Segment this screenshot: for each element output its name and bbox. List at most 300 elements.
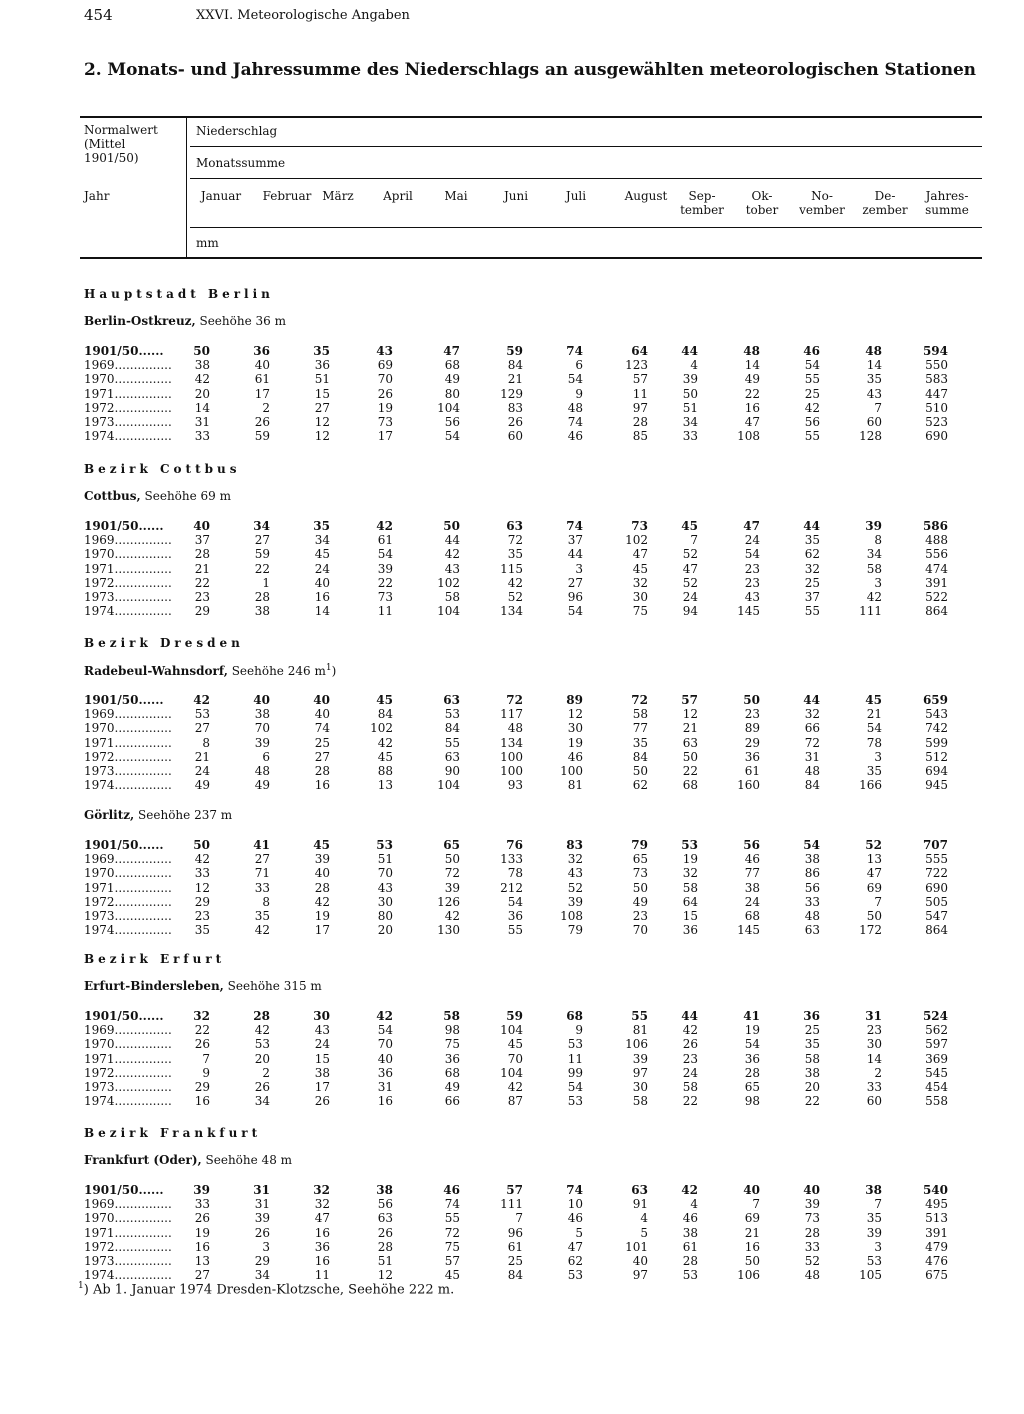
- month-value: 26: [254, 415, 270, 429]
- month-value: 108: [560, 909, 583, 923]
- month-value: 15: [682, 909, 698, 923]
- month-value: 25: [804, 575, 820, 590]
- row-year: 1969...............: [84, 533, 172, 548]
- month-value: 7: [874, 400, 882, 415]
- region-heading: Bezirk Dresden: [84, 636, 244, 650]
- month-value: 20: [804, 1080, 820, 1094]
- month-value: 94: [682, 604, 698, 619]
- table-row: [0, 1226, 1024, 1240]
- month-value: 30: [313, 1009, 330, 1023]
- month-value: 43: [866, 386, 882, 401]
- month-value: 42: [314, 894, 330, 909]
- month-value: 16: [194, 1239, 210, 1254]
- month-value: 19: [744, 1023, 760, 1038]
- month-value: 38: [682, 1225, 698, 1240]
- station-name: Erfurt-Bindersleben,: [84, 979, 224, 993]
- month-value: 8: [202, 735, 210, 750]
- month-value: 12: [314, 429, 330, 444]
- month-value: 42: [376, 519, 393, 533]
- month-value: 34: [682, 415, 698, 429]
- header-row-label-line: Normalwert: [84, 123, 158, 137]
- page-title: 2. Monats- und Jahressumme des Niederschlags an ausgewählten meteorologischen Stationen: [84, 60, 976, 80]
- region-heading: Bezirk Cottbus: [84, 462, 241, 476]
- table-header-bottom-rule: [80, 257, 982, 259]
- month-value: 29: [194, 604, 210, 619]
- month-value: 160: [737, 778, 760, 793]
- month-value: 56: [444, 415, 460, 429]
- month-value: 63: [506, 519, 523, 533]
- month-value: 16: [377, 1094, 393, 1109]
- station-heading: [84, 979, 322, 993]
- month-value: 98: [444, 1023, 460, 1038]
- month-value: 93: [507, 778, 523, 793]
- row-year: 1973...............: [84, 590, 172, 604]
- month-value: 65: [632, 852, 648, 867]
- annual-value: 447: [925, 386, 948, 401]
- month-value: 34: [866, 547, 882, 562]
- month-value: 34: [254, 1094, 270, 1109]
- annual-value: 474: [925, 561, 948, 576]
- month-value: 128: [859, 429, 882, 444]
- month-value: 51: [314, 372, 330, 387]
- month-value: 42: [377, 735, 393, 750]
- month-value: 72: [507, 533, 523, 548]
- header-line: zember: [862, 203, 908, 217]
- month-value: 25: [507, 1254, 523, 1268]
- month-value: 45: [377, 749, 393, 764]
- month-value: 123: [625, 358, 648, 373]
- station-info: Seehöhe 246 m: [227, 664, 326, 678]
- table-row: [0, 838, 1024, 852]
- month-value: 75: [632, 604, 648, 619]
- annual-value: 512: [925, 749, 948, 764]
- month-value: 56: [377, 1197, 393, 1212]
- month-value: 52: [682, 547, 698, 562]
- month-value: 13: [194, 1254, 210, 1268]
- month-value: 42: [444, 547, 460, 562]
- month-value: 102: [437, 575, 460, 590]
- month-value: 14: [314, 604, 330, 619]
- month-value: 38: [254, 707, 270, 722]
- station-name: Berlin-Ostkreuz,: [84, 314, 196, 328]
- month-value: 42: [681, 1183, 698, 1197]
- month-value: 26: [314, 1094, 330, 1109]
- row-year: 1971...............: [84, 1225, 172, 1240]
- month-value: 40: [632, 1254, 648, 1268]
- month-value: 15: [314, 386, 330, 401]
- month-header: [318, 189, 358, 203]
- month-value: 34: [254, 1268, 270, 1283]
- annual-value: 391: [925, 1225, 948, 1240]
- annual-value: 722: [925, 866, 948, 881]
- month-value: 39: [193, 1183, 210, 1197]
- month-value: 72: [631, 693, 648, 707]
- month-value: 53: [194, 707, 210, 722]
- month-value: 38: [194, 358, 210, 373]
- month-value: 36: [803, 1009, 820, 1023]
- month-value: 74: [566, 1183, 583, 1197]
- month-value: 32: [567, 852, 583, 867]
- month-value: 44: [803, 519, 820, 533]
- month-value: 70: [377, 372, 393, 387]
- page-number: 454: [84, 6, 113, 24]
- month-value: 59: [254, 547, 270, 562]
- month-value: 57: [506, 1183, 523, 1197]
- month-value: 40: [193, 519, 210, 533]
- month-value: 52: [567, 880, 583, 895]
- month-value: 54: [744, 1037, 760, 1052]
- month-value: 58: [443, 1009, 460, 1023]
- table-top-rule: [80, 116, 982, 118]
- table-row: [0, 1254, 1024, 1268]
- month-value: 54: [866, 721, 882, 736]
- row-year: 1970...............: [84, 1211, 172, 1226]
- month-value: 54: [377, 1023, 393, 1038]
- month-value: 22: [744, 386, 760, 401]
- month-value: 38: [314, 1065, 330, 1080]
- month-value: 4: [690, 358, 698, 373]
- month-value: 7: [690, 533, 698, 548]
- header-unit: mm: [196, 236, 219, 250]
- month-value: 27: [314, 749, 330, 764]
- month-value: 64: [631, 344, 648, 358]
- month-value: 47: [443, 344, 460, 358]
- month-value: 89: [566, 693, 583, 707]
- table-row: [0, 547, 1024, 561]
- month-value: 33: [194, 866, 210, 881]
- table-row: [0, 881, 1024, 895]
- month-value: 39: [632, 1051, 648, 1066]
- table-row: [0, 721, 1024, 735]
- footnote-ref: 1: [325, 663, 332, 673]
- header-line: De-: [874, 189, 896, 203]
- station-name: Görlitz,: [84, 808, 135, 822]
- month-value: 108: [737, 429, 760, 444]
- table-row: [0, 1009, 1024, 1023]
- month-value: 47: [567, 1239, 583, 1254]
- month-value: 49: [194, 778, 210, 793]
- month-value: 3: [874, 749, 882, 764]
- month-value: 24: [744, 533, 760, 548]
- month-value: 20: [254, 1051, 270, 1066]
- row-year: 1971...............: [84, 561, 172, 576]
- month-value: 42: [254, 1023, 270, 1038]
- table-row: [0, 764, 1024, 778]
- station-heading: [84, 663, 336, 678]
- month-header: [856, 189, 914, 217]
- month-value: 78: [866, 735, 882, 750]
- month-value: 72: [506, 693, 523, 707]
- month-value: 26: [682, 1037, 698, 1052]
- month-value: 73: [804, 1211, 820, 1226]
- month-value: 48: [507, 721, 523, 736]
- month-value: 166: [859, 778, 882, 793]
- month-value: 83: [566, 838, 583, 852]
- annual-value: 659: [922, 693, 948, 707]
- month-value: 70: [507, 1051, 523, 1066]
- month-value: 90: [444, 764, 460, 778]
- month-value: 37: [567, 533, 583, 548]
- row-year: 1901/50......: [84, 1009, 164, 1023]
- month-value: 19: [314, 909, 330, 923]
- month-value: 33: [866, 1080, 882, 1094]
- month-value: 74: [314, 721, 330, 736]
- month-value: 77: [744, 866, 760, 881]
- month-value: 84: [507, 1268, 523, 1283]
- month-value: 53: [682, 1268, 698, 1283]
- month-value: 35: [313, 344, 330, 358]
- table-row: [0, 693, 1024, 707]
- month-value: 23: [744, 575, 760, 590]
- month-value: 7: [515, 1211, 523, 1226]
- month-value: 75: [444, 1239, 460, 1254]
- header-rule-monatssumme: [190, 178, 982, 179]
- month-value: 45: [865, 693, 882, 707]
- month-value: 36: [507, 909, 523, 923]
- table-row: [0, 576, 1024, 590]
- month-value: 36: [253, 344, 270, 358]
- month-value: 29: [254, 1254, 270, 1268]
- month-value: 31: [804, 749, 820, 764]
- month-value: 7: [874, 894, 882, 909]
- month-value: 62: [632, 778, 648, 793]
- month-value: 13: [377, 778, 393, 793]
- row-year: 1972...............: [84, 400, 172, 415]
- month-value: 13: [866, 852, 882, 867]
- month-value: 97: [632, 400, 648, 415]
- row-year: 1969...............: [84, 707, 172, 722]
- month-value: 39: [377, 561, 393, 576]
- month-value: 21: [194, 749, 210, 764]
- month-value: 9: [575, 386, 583, 401]
- table-row: [0, 344, 1024, 358]
- month-value: 40: [743, 1183, 760, 1197]
- month-value: 40: [314, 866, 330, 881]
- month-header: [256, 189, 318, 203]
- annual-header: [914, 189, 980, 217]
- month-value: 8: [874, 533, 882, 548]
- month-value: 99: [567, 1065, 583, 1080]
- header-rule-niederschlag: [190, 146, 982, 147]
- month-header: [676, 189, 728, 217]
- month-value: 96: [507, 1225, 523, 1240]
- station-info: Seehöhe 237 m: [134, 808, 233, 822]
- month-value: 36: [444, 1051, 460, 1066]
- month-value: 22: [682, 764, 698, 778]
- month-value: 86: [804, 866, 820, 881]
- month-value: 48: [743, 344, 760, 358]
- month-value: 43: [314, 1023, 330, 1038]
- month-value: 29: [194, 1080, 210, 1094]
- row-year: 1970...............: [84, 1037, 172, 1052]
- month-value: 26: [194, 1211, 210, 1226]
- month-value: 25: [804, 1023, 820, 1038]
- annual-value: 476: [925, 1254, 948, 1268]
- month-value: 96: [567, 590, 583, 604]
- month-value: 63: [377, 1211, 393, 1226]
- month-value: 47: [314, 1211, 330, 1226]
- row-year: 1971...............: [84, 735, 172, 750]
- month-value: 22: [682, 1094, 698, 1109]
- month-value: 28: [314, 880, 330, 895]
- month-value: 50: [744, 1254, 760, 1268]
- month-header: [558, 189, 594, 203]
- annual-value: 556: [925, 547, 948, 562]
- month-header: [378, 189, 418, 203]
- month-value: 50: [682, 749, 698, 764]
- month-value: 71: [254, 866, 270, 881]
- month-value: 54: [804, 358, 820, 373]
- month-value: 33: [804, 894, 820, 909]
- month-value: 36: [314, 358, 330, 373]
- month-value: 62: [567, 1254, 583, 1268]
- month-value: 14: [866, 1051, 882, 1066]
- table-row: [0, 778, 1024, 792]
- month-value: 115: [500, 561, 523, 576]
- month-value: 36: [744, 1051, 760, 1066]
- month-value: 54: [744, 547, 760, 562]
- month-value: 55: [444, 1211, 460, 1226]
- month-value: 17: [314, 1080, 330, 1094]
- month-value: 31: [377, 1080, 393, 1094]
- row-year: 1972...............: [84, 1239, 172, 1254]
- month-value: 4: [640, 1211, 648, 1226]
- month-value: 22: [377, 575, 393, 590]
- month-value: 53: [254, 1037, 270, 1052]
- month-value: 25: [314, 735, 330, 750]
- station-heading: [84, 1153, 292, 1167]
- month-value: 32: [682, 866, 698, 881]
- month-value: 30: [567, 721, 583, 736]
- month-value: 27: [254, 852, 270, 867]
- month-value: 46: [803, 344, 820, 358]
- table-row: [0, 1066, 1024, 1080]
- month-value: 45: [313, 838, 330, 852]
- month-value: 39: [444, 880, 460, 895]
- month-value: 23: [744, 707, 760, 722]
- station-info: Seehöhe 48 m: [201, 1153, 293, 1167]
- month-value: 35: [507, 547, 523, 562]
- row-year: 1901/50......: [84, 1183, 164, 1197]
- month-value: 104: [437, 400, 460, 415]
- month-value: 69: [744, 1211, 760, 1226]
- station-info: Seehöhe 36 m: [195, 314, 286, 328]
- month-value: 74: [567, 415, 583, 429]
- footnote: [78, 1281, 454, 1297]
- station-heading: [84, 314, 286, 328]
- month-value: 20: [194, 386, 210, 401]
- month-value: 32: [632, 575, 648, 590]
- month-value: 97: [632, 1065, 648, 1080]
- month-value: 32: [313, 1183, 330, 1197]
- month-value: 52: [682, 575, 698, 590]
- month-header: [618, 189, 674, 203]
- header-column-divider: [186, 117, 187, 257]
- month-value: 97: [632, 1268, 648, 1283]
- month-value: 26: [377, 1225, 393, 1240]
- month-value: 23: [632, 909, 648, 923]
- table-row: [0, 923, 1024, 937]
- month-value: 61: [254, 372, 270, 387]
- month-value: 35: [866, 1211, 882, 1226]
- annual-value: 555: [925, 852, 948, 867]
- header-line: August: [624, 189, 668, 203]
- month-value: 54: [444, 429, 460, 444]
- month-header: [438, 189, 474, 203]
- month-value: 29: [194, 894, 210, 909]
- month-value: 85: [632, 429, 648, 444]
- annual-value: 742: [925, 721, 948, 736]
- month-value: 9: [575, 1023, 583, 1038]
- month-value: 21: [507, 372, 523, 387]
- month-value: 17: [377, 429, 393, 444]
- month-value: 37: [194, 533, 210, 548]
- month-value: 39: [865, 519, 882, 533]
- month-value: 28: [377, 1239, 393, 1254]
- month-value: 28: [194, 547, 210, 562]
- row-year: 1972...............: [84, 894, 172, 909]
- annual-value: 594: [922, 344, 948, 358]
- month-value: 72: [444, 866, 460, 881]
- month-value: 23: [682, 1051, 698, 1066]
- month-value: 34: [314, 533, 330, 548]
- row-year: 1901/50......: [84, 344, 164, 358]
- row-year: 1970...............: [84, 866, 172, 881]
- month-value: 50: [682, 386, 698, 401]
- station-info: Seehöhe 69 m: [140, 489, 232, 503]
- month-value: 44: [803, 693, 820, 707]
- month-value: 14: [866, 358, 882, 373]
- month-value: 48: [865, 344, 882, 358]
- header-line: März: [322, 189, 354, 203]
- row-year: 1969...............: [84, 1197, 172, 1212]
- table-row: [0, 372, 1024, 386]
- month-value: 11: [314, 1268, 330, 1283]
- month-value: 55: [444, 735, 460, 750]
- table-row: [0, 1094, 1024, 1108]
- month-value: 19: [194, 1225, 210, 1240]
- month-value: 28: [632, 415, 648, 429]
- row-year: 1974...............: [84, 604, 172, 619]
- month-value: 19: [682, 852, 698, 867]
- row-year: 1969...............: [84, 852, 172, 867]
- month-value: 126: [437, 894, 460, 909]
- month-value: 26: [377, 386, 393, 401]
- month-value: 12: [194, 880, 210, 895]
- month-value: 21: [194, 561, 210, 576]
- month-value: 57: [681, 693, 698, 707]
- month-value: 50: [866, 909, 882, 923]
- month-value: 26: [254, 1080, 270, 1094]
- header-line: Februar: [262, 189, 312, 203]
- month-value: 58: [804, 1051, 820, 1066]
- month-value: 42: [866, 590, 882, 604]
- annual-value: 523: [925, 415, 948, 429]
- month-value: 74: [566, 519, 583, 533]
- annual-value: 495: [925, 1197, 948, 1212]
- annual-value: 694: [925, 764, 948, 778]
- month-value: 40: [314, 575, 330, 590]
- month-value: 3: [575, 561, 583, 576]
- header-row-label-line: 1901/50): [84, 151, 139, 165]
- month-value: 53: [567, 1037, 583, 1052]
- month-value: 42: [254, 923, 270, 938]
- month-value: 3: [262, 1239, 270, 1254]
- header-rule-months: [190, 227, 982, 228]
- month-value: 48: [254, 764, 270, 778]
- row-year: 1974...............: [84, 778, 172, 793]
- month-value: 70: [632, 923, 648, 938]
